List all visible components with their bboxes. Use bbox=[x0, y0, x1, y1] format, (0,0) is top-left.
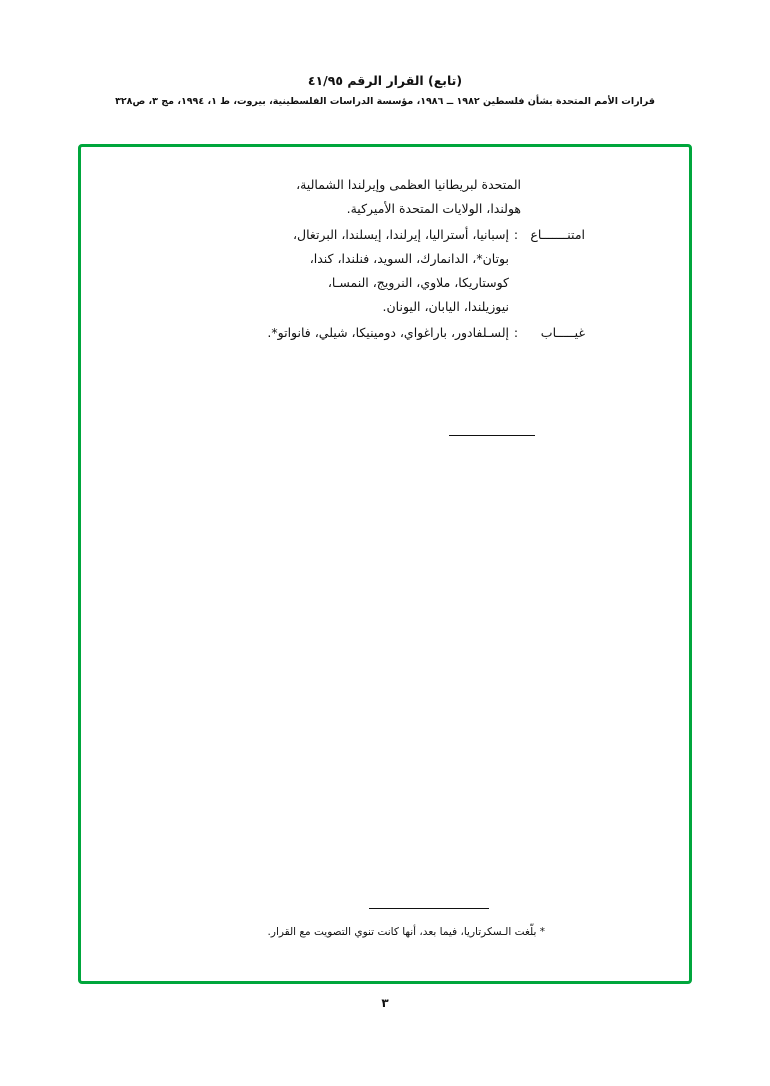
content-frame bbox=[78, 144, 692, 984]
source-citation: قرارات الأمم المتحدة بشأن فلسطين ١٩٨٢ ــ ١٩٨٦، مؤسسة الدراسات الفلسطينية، بيروت، ط ١، ١٩٩٤، مج ٣، ص٣٢٨ bbox=[115, 96, 655, 107]
document-header bbox=[0, 72, 770, 110]
page-title: (تابع) القرار الرقم ٤١/٩٥ bbox=[307, 73, 463, 88]
separator-bar bbox=[449, 435, 535, 437]
vote-colon: : bbox=[513, 325, 519, 340]
vote-row-abstentions bbox=[185, 223, 585, 319]
footnote bbox=[185, 908, 585, 941]
vote-value-line: إلسـلفادور، باراغواي، دومينيكا، شيلي، فانواتو*. bbox=[267, 325, 509, 340]
vote-value-line: كوستاريكا، ملاوي، النرويج، النمسـا، bbox=[327, 275, 509, 290]
vote-label: غيـــــاب bbox=[540, 325, 585, 340]
vote-values bbox=[185, 321, 509, 345]
page-number: ٣ bbox=[381, 996, 389, 1010]
vote-colon: : bbox=[513, 227, 519, 242]
vote-block bbox=[185, 173, 585, 345]
continuation-line: المتحدة لبريطانيا العظمى وإيرلندا الشمالية، bbox=[296, 177, 521, 192]
continuation-text bbox=[185, 173, 585, 221]
section-separator bbox=[185, 421, 770, 440]
footnote-text: * بلّغت الـسكرتاريا، فيما بعد، أنها كانت تنوي التصويت مع القرار. bbox=[267, 926, 545, 938]
vote-value-line: بوتان*، الدانمارك، السويد، فنلندا، كندا، bbox=[309, 251, 509, 266]
vote-value-line: نيوزيلندا، اليابان، اليونان. bbox=[382, 299, 509, 314]
vote-label: امتنـــــــاع bbox=[530, 227, 585, 242]
continuation-line: هولندا، الولايات المتحدة الأميركية. bbox=[346, 201, 521, 216]
vote-row-absent bbox=[185, 321, 585, 345]
resolution-body bbox=[185, 173, 585, 345]
footnote-rule bbox=[369, 908, 489, 909]
vote-value-line: إسبانيا، أستراليا، إيرلندا، إيسلندا، البرتغال، bbox=[293, 227, 509, 242]
vote-values bbox=[185, 223, 509, 319]
